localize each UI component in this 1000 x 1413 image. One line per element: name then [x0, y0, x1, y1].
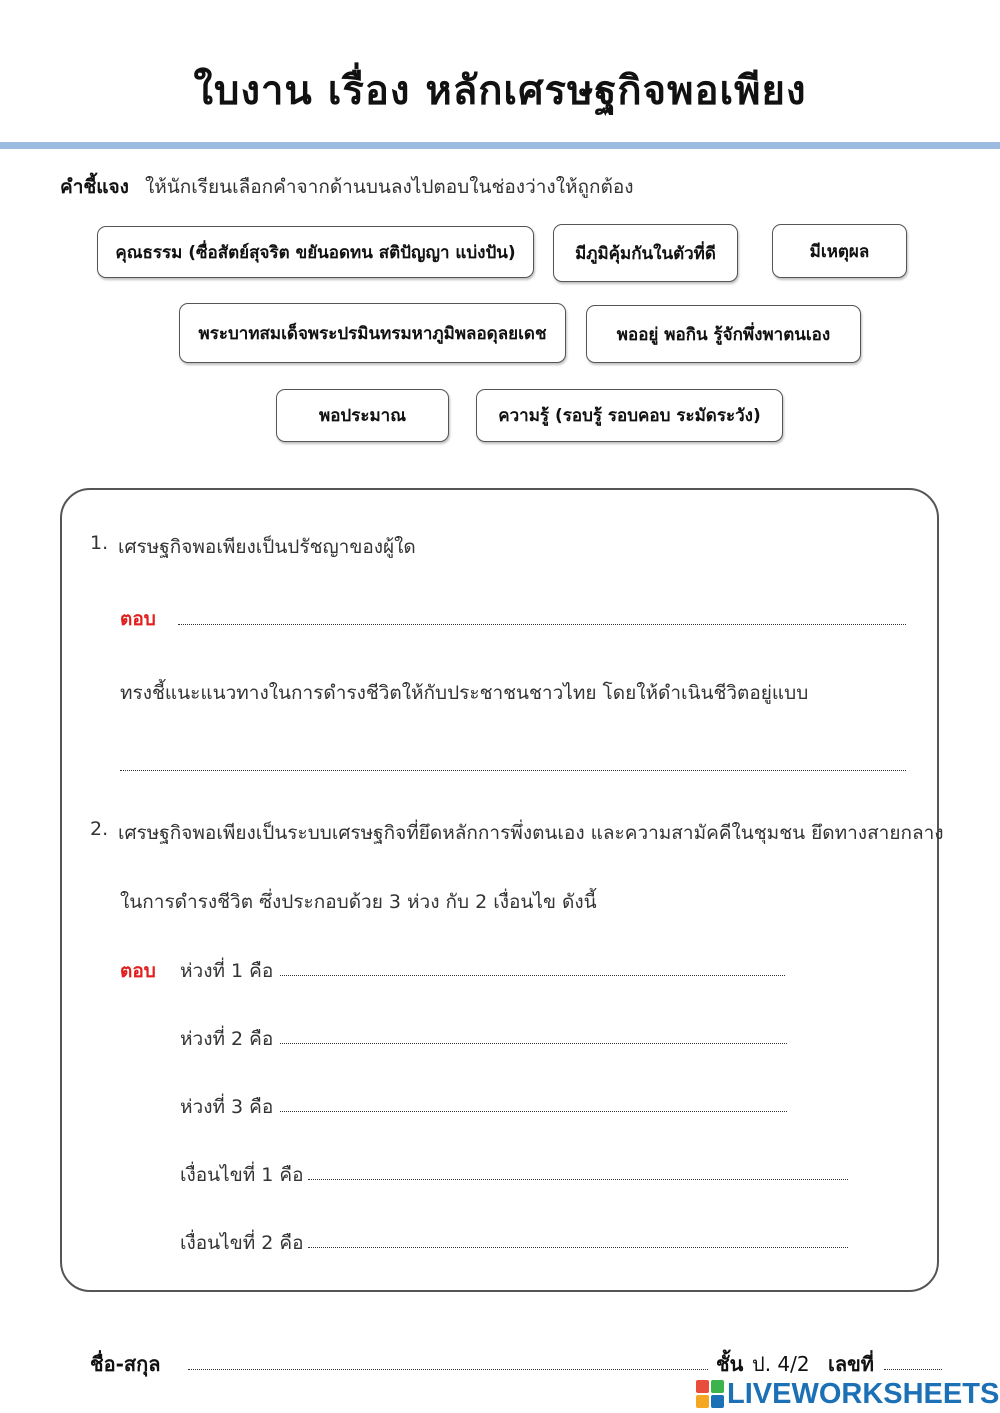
word-bank-item[interactable]: มีภูมิคุ้มกันในตัวที่ดี	[553, 224, 738, 282]
name-label: ชื่อ-สกุล	[90, 1352, 161, 1376]
condition-1-answer-line[interactable]	[308, 1179, 848, 1180]
q1-answer-line[interactable]	[178, 624, 906, 625]
q2-number: 2.	[90, 818, 109, 840]
ring-2-answer-line[interactable]	[280, 1043, 787, 1044]
liveworksheets-brand[interactable]	[696, 1377, 999, 1411]
q2-answer-label: ตอบ	[120, 960, 156, 982]
q1-followup-text: ทรงชี้แนะแนวทางในการดำรงชีวิตให้กับประชาชนชาวไทย โดยให้ดำเนินชีวิตอยู่แบบ	[120, 682, 809, 704]
condition-2-answer-line[interactable]	[308, 1247, 848, 1248]
class-value: ป. 4/2	[752, 1352, 810, 1376]
number-label: เลขที่	[828, 1352, 874, 1376]
q2-text-line1: เศรษฐกิจพอเพียงเป็นระบบเศรษฐกิจที่ยึดหลักการพึ่งตนเอง และความสามัคคีในชุมชน ยึดทางสายกลาง	[118, 822, 944, 844]
title-divider	[0, 142, 1000, 149]
worksheet-title: ใบงาน เรื่อง หลักเศรษฐกิจพอเพียง	[193, 68, 807, 114]
q1-number: 1.	[90, 532, 109, 554]
word-bank-item[interactable]: พอประมาณ	[276, 389, 449, 442]
condition-1-label: เงื่อนไขที่ 1 คือ	[180, 1164, 304, 1186]
liveworksheets-logo-icon	[696, 1380, 724, 1408]
word-bank-item[interactable]: มีเหตุผล	[772, 224, 907, 278]
word-bank-item[interactable]: พออยู่ พอกิน รู้จักพึ่งพาตนเอง	[586, 305, 861, 363]
class-label: ชั้น	[716, 1352, 744, 1376]
q1-answer-label: ตอบ	[120, 608, 156, 630]
instruction-text: ให้นักเรียนเลือกคำจากด้านบนลงไปตอบในช่องว่างให้ถูกต้อง	[144, 176, 634, 198]
ring-1-label: ห่วงที่ 1 คือ	[180, 960, 274, 982]
condition-2-label: เงื่อนไขที่ 2 คือ	[180, 1232, 304, 1254]
number-answer-line[interactable]	[884, 1369, 942, 1370]
word-bank-item[interactable]: พระบาทสมเด็จพระปรมินทรมหาภูมิพลอดุลยเดช	[179, 303, 566, 363]
ring-3-answer-line[interactable]	[280, 1111, 787, 1112]
word-bank-item[interactable]: ความรู้ (รอบรู้ รอบคอบ ระมัดระวัง)	[476, 389, 783, 442]
ring-3-label: ห่วงที่ 3 คือ	[180, 1096, 274, 1118]
ring-2-label: ห่วงที่ 2 คือ	[180, 1028, 274, 1050]
q1-followup-answer-line[interactable]	[120, 770, 906, 771]
q1-text: เศรษฐกิจพอเพียงเป็นปรัชญาของผู้ใด	[118, 536, 416, 558]
name-answer-line[interactable]	[188, 1369, 708, 1370]
word-bank-item[interactable]: คุณธรรม (ซื่อสัตย์สุจริต ขยันอดทน สติปัญญา แบ่งปัน)	[97, 226, 534, 278]
ring-1-answer-line[interactable]	[280, 975, 785, 976]
instruction-label: คำชี้แจง	[60, 176, 129, 198]
q2-text-line2: ในการดำรงชีวิต ซึ่งประกอบด้วย 3 ห่วง กับ 2 เงื่อนไข ดังนี้	[120, 891, 597, 913]
brand-name: LIVEWORKSHEETS	[727, 1377, 1000, 1410]
instruction	[60, 172, 634, 202]
